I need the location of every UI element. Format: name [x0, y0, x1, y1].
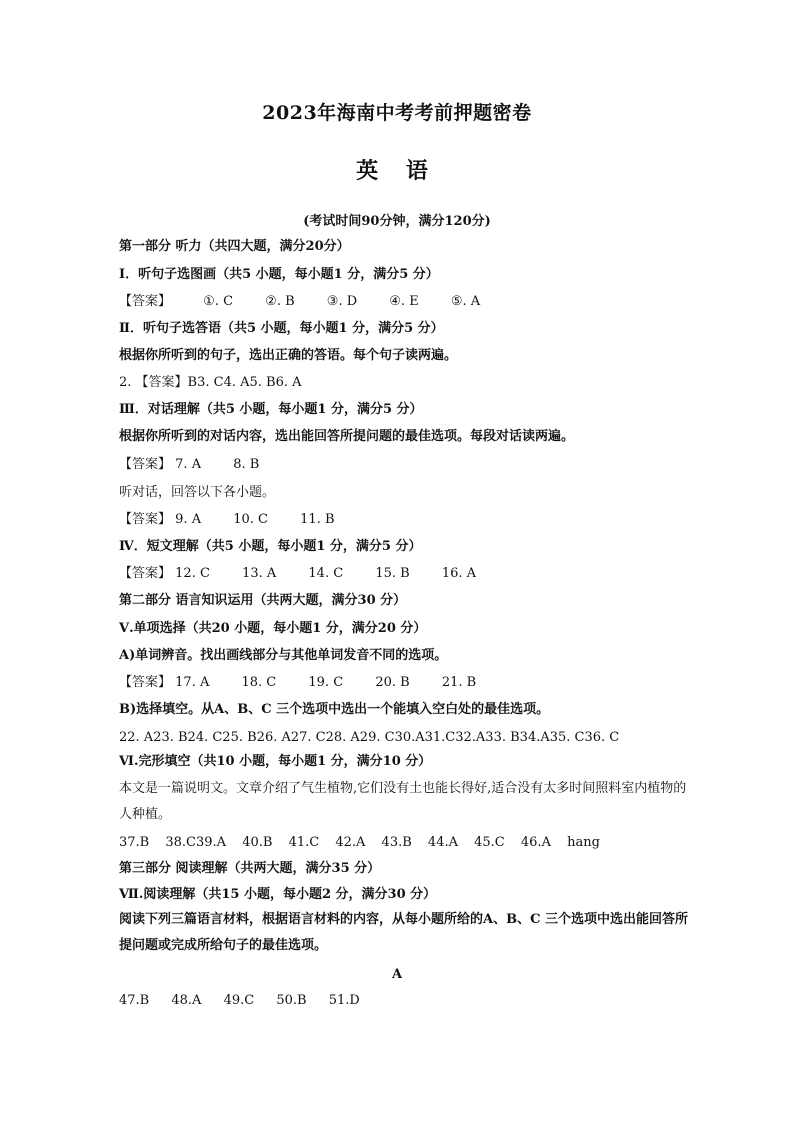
answer-item: 40.B	[242, 835, 273, 850]
answer-row-5	[119, 565, 689, 583]
document-title: 2023年海南中考考前押题密卷	[262, 102, 532, 124]
section-3-heading: Ⅲ．对话理解（共5 小题，每小题1 分，满分5 分）	[119, 402, 423, 417]
answer-item: ③. D	[326, 294, 358, 309]
answer-row-1	[119, 293, 689, 311]
answer-item: ⑤. A	[450, 294, 481, 309]
answer-item: 8. B	[233, 457, 260, 472]
answer-item: 15. B	[375, 566, 410, 581]
answer-item: ④. E	[389, 294, 419, 309]
section-5a-instruction: A)单词辨音。找出画线部分与其他单词发音不同的选项。	[119, 648, 448, 663]
section-7-heading: Ⅶ.阅读理解（共15 小题，每小题2 分，满分30 分）	[119, 887, 437, 902]
answer-item: 14. C	[308, 566, 344, 581]
answer-item: 49.C	[223, 993, 255, 1008]
answer-label: 【答案】	[119, 294, 172, 309]
answer-item: 43.B	[381, 835, 412, 850]
section-3-description: 根据你所听到的对话内容，选出能回答所提问题的最佳选项。每段对话读两遍。	[119, 429, 575, 444]
answer-item: 21. B	[441, 675, 477, 690]
answer-item: 44.A	[427, 835, 458, 850]
answer-label: 【答案】	[119, 512, 172, 527]
answer-item: 7. A	[175, 457, 202, 472]
answer-item: 51.D	[328, 993, 360, 1008]
part-three-heading: 第三部分 阅读理解（共两大题，满分35 分）	[119, 861, 381, 876]
section-1-heading: Ⅰ．听句子选图画（共5 小题，每小题1 分，满分5 分）	[119, 267, 439, 282]
answer-row-2: 2. 【答案】B3. C4. A5. B6. A	[119, 375, 302, 390]
answer-item: 47.B	[119, 993, 150, 1008]
answer-row-9	[119, 992, 689, 1010]
answer-label: 【答案】	[119, 566, 172, 581]
answer-row-7: 22. A23. B24. C25. B26. A27. C28. A29. C30.A31.C32.A33. B34.A35. C36. C	[119, 730, 620, 745]
section-5b-instruction: B)选择填空。从A、B、C 三个选项中选出一个能填入空白处的最佳选项。	[119, 702, 550, 717]
answer-item: hang	[567, 835, 600, 850]
section-4-heading: Ⅳ．短文理解（共5 小题，每小题1 分，满分5 分）	[119, 539, 422, 554]
exam-info: (考试时间90分钟，满分120分)	[303, 214, 491, 229]
answer-item: 48.A	[171, 993, 202, 1008]
answer-item: 11. B	[300, 512, 335, 527]
section-2-heading: Ⅱ．听句子选答语（共5 小题，每小题1 分，满分5 分）	[119, 321, 444, 336]
passage-a-label: A	[391, 967, 403, 982]
answer-item: 17. A	[175, 675, 210, 690]
part-two-heading: 第二部分 语言知识运用（共两大题，满分30 分）	[119, 593, 407, 608]
answer-item: 45.C	[474, 835, 505, 850]
answer-item: 46.A	[520, 835, 551, 850]
subject-title: 英 语	[356, 158, 438, 184]
answer-item: 9. A	[175, 512, 202, 527]
answer-label: 【答案】	[119, 675, 172, 690]
section-6-description: 本文是一篇说明文。文章介绍了气生植物,它们没有土也能长得好,适合没有太多时间照料室内植物的人种植。	[119, 781, 687, 822]
part-one-heading: 第一部分 听力（共四大题，满分20分）	[119, 239, 350, 254]
answer-item: 42.A	[335, 835, 366, 850]
answer-row-8	[119, 834, 689, 852]
answer-item: 19. C	[308, 675, 344, 690]
answer-item: 16. A	[441, 566, 477, 581]
answer-item: 41.C	[288, 835, 320, 850]
answer-row-6	[119, 674, 689, 692]
section-7-description: 阅读下列三篇语言材料，根据语言材料的内容，从每小题所给的A、B、C 三个选项中选出能回答所提问题或完成所给句子的最佳选项。	[119, 912, 688, 953]
section-2-description: 根据你所听到的句子，选出正确的答语。每个句子读两遍。	[119, 348, 458, 363]
answer-item: 37.B	[119, 835, 150, 850]
answer-label: 【答案】	[119, 457, 172, 472]
section-6-heading: Ⅵ.完形填空（共10 小题，每小题1 分，满分10 分）	[119, 754, 432, 769]
answer-item: ②. B	[265, 294, 295, 309]
answer-item: 38.C39.A	[165, 835, 227, 850]
answer-item: 10. C	[233, 512, 268, 527]
answer-item: 18. C	[241, 675, 277, 690]
answer-item: 50.B	[276, 993, 307, 1008]
answer-item: 12. C	[175, 566, 210, 581]
section-3-subheading: 听对话，回答以下各小题。	[119, 485, 276, 500]
section-5-heading: Ⅴ.单项选择（共20 小题，每小题1 分，满分20 分）	[119, 621, 427, 636]
answer-item: 13. A	[242, 566, 277, 581]
answer-item: ①. C	[203, 294, 234, 309]
answer-row-4	[119, 511, 689, 529]
answer-item: 20. B	[375, 675, 410, 690]
answer-row-3	[119, 456, 689, 474]
